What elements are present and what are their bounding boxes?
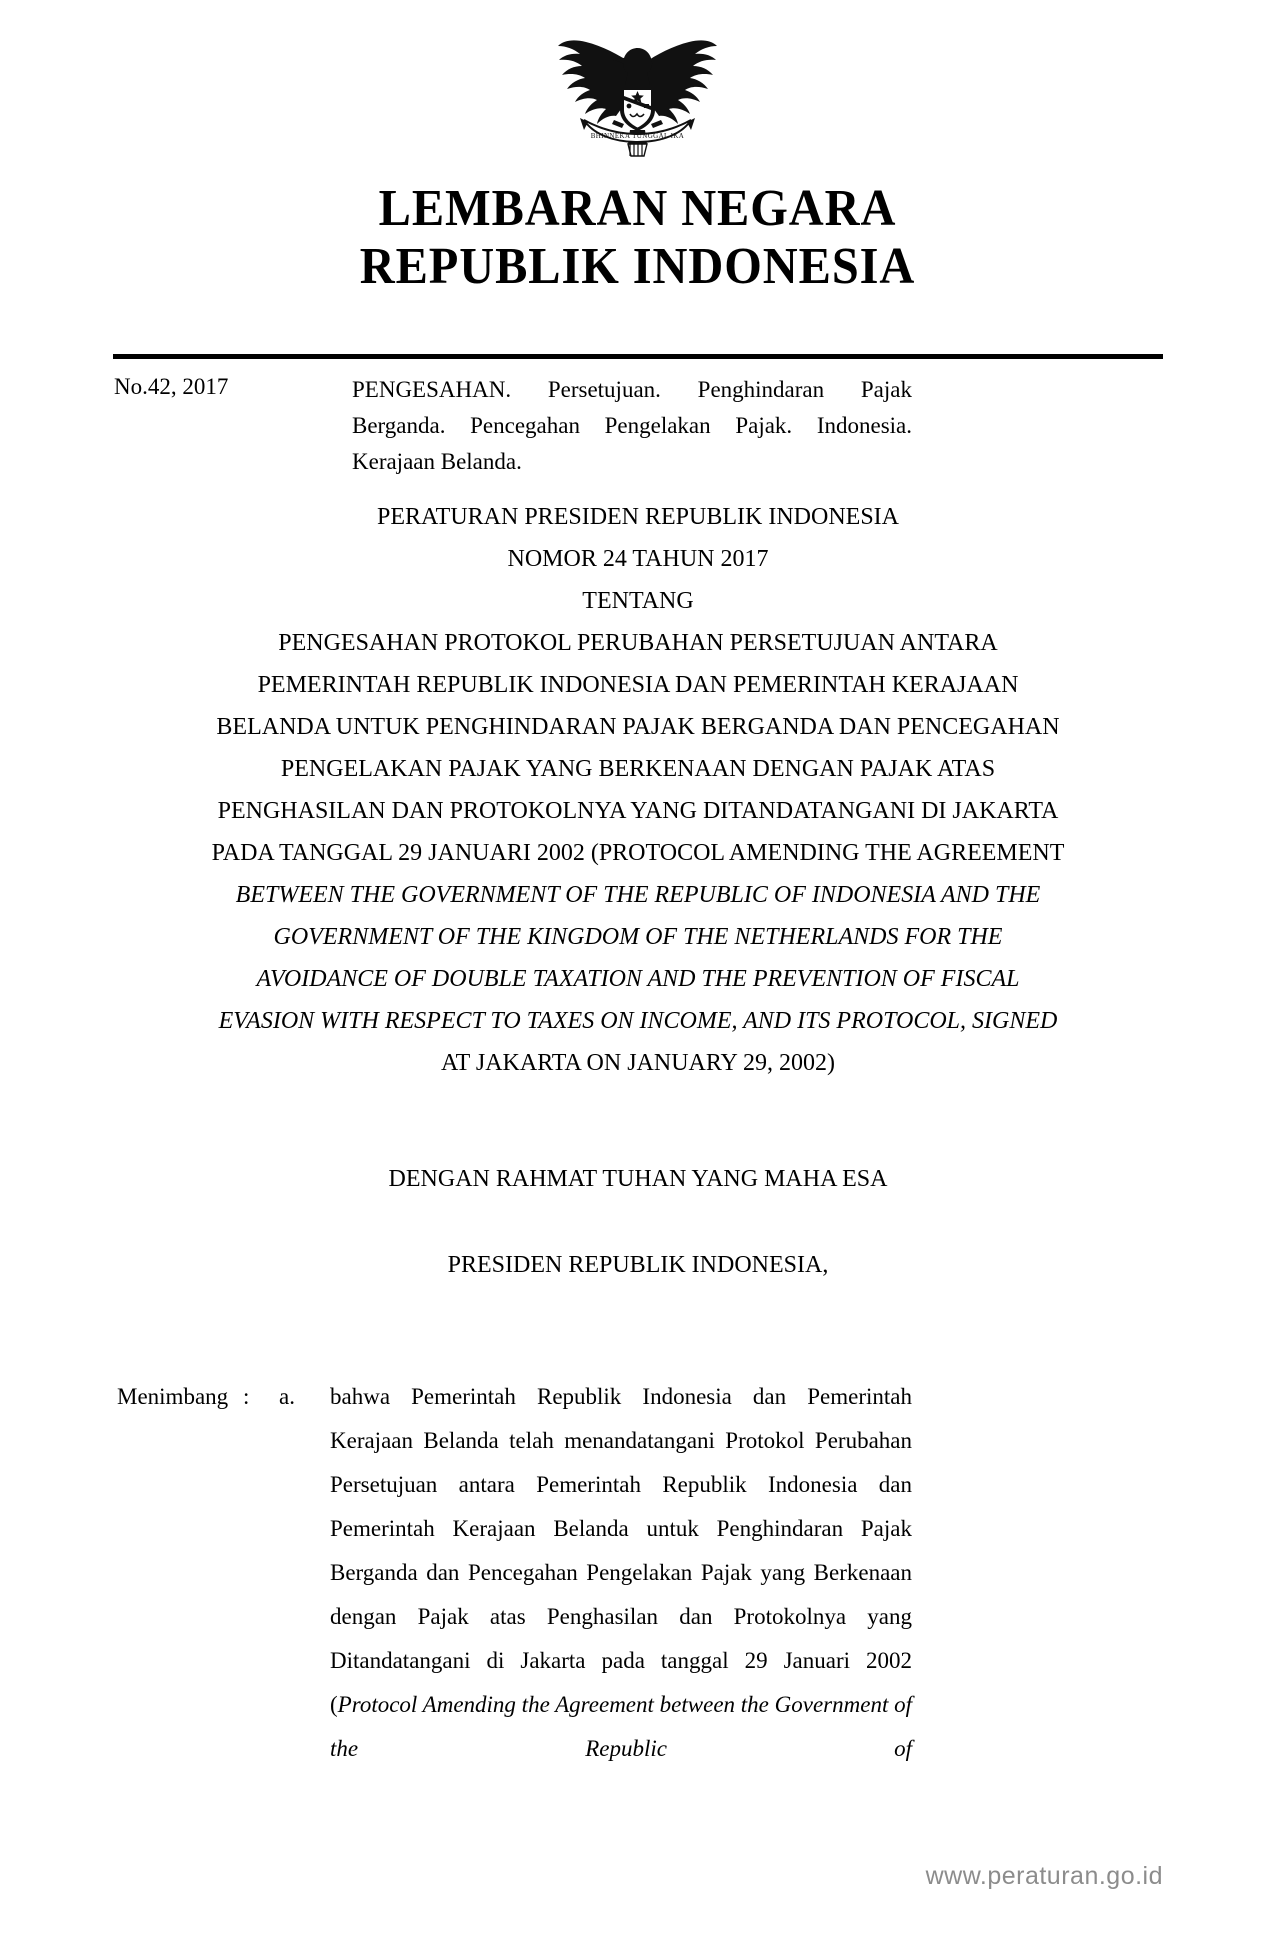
- masthead-divider: [113, 354, 1163, 359]
- title-mixed-plain: PADA TANGGAL 29 JANUARI 2002 (: [211, 840, 599, 866]
- title-closing-italic: AT JAKARTA ON JANUARY 29, 2002: [440, 1050, 827, 1076]
- masthead-line-1: LEMBARAN NEGARA: [378, 180, 897, 237]
- invocation-block: [113, 1158, 1163, 1286]
- considerans-label: Menimbang: [117, 1384, 229, 1409]
- gazette-number: No.42, 2017: [114, 374, 229, 399]
- regulation-title-block: [113, 496, 1163, 1084]
- footer-watermark: www.peraturan.go.id: [925, 1862, 1163, 1890]
- title-mixed-italic: PROTOCOL AMENDING THE AGREEMENT: [598, 840, 1065, 866]
- office-line: PRESIDEN REPUBLIK INDONESIA,: [447, 1252, 829, 1278]
- title-closing-line: [113, 1042, 1163, 1084]
- title-subject-line: PEMERINTAH REPUBLIK INDONESIA DAN PEMERINTAH KERAJAAN: [257, 672, 1019, 698]
- title-italic-line: BETWEEN THE GOVERNMENT OF THE REPUBLIC OF INDONESIA AND THE: [235, 882, 1041, 908]
- title-subject-line: BELANDA UNTUK PENGHINDARAN PAJAK BERGANDA DAN PENCEGAHAN: [216, 714, 1060, 740]
- title-subject-line: PENGHASILAN DAN PROTOKOLNYA YANG DITANDATANGANI DI JAKARTA: [217, 798, 1059, 824]
- svg-text:BHINNEKA TUNGGAL IKA: BHINNEKA TUNGGAL IKA: [590, 132, 685, 140]
- title-subject-line: PENGESAHAN PROTOKOL PERUBAHAN PERSETUJUAN ANTARA: [278, 630, 998, 656]
- considerans-text-plain: bahwa Pemerintah Republik Indonesia dan Pemerintah Kerajaan Belanda telah menandatangani Protokol Perubahan Persetujuan antara Pemerintah Republik Indonesia dan Pemerintah Kerajaan Belanda untuk Penghindaran Pajak Berganda dan Pencegahan Pengelakan Pajak yang Berkenaan dengan Pajak atas Penghasilan dan Protokolnya yang Ditandatangani di Jakarta pada tanggal 29 Januari 2002 (: [330, 1384, 912, 1717]
- masthead: [0, 180, 1275, 296]
- garuda-pancasila-emblem: [0, 34, 1275, 171]
- considerans-item-marker: a.: [279, 1384, 295, 1409]
- title-mixed-line: [113, 832, 1163, 874]
- considerans-item-text: [330, 1375, 912, 1771]
- title-subject-line: PENGELAKAN PAJAK YANG BERKENAAN DENGAN PAJAK ATAS: [280, 756, 996, 782]
- title-italic-line: GOVERNMENT OF THE KINGDOM OF THE NETHERLANDS FOR THE: [273, 924, 1003, 950]
- issuing-institution: PERATURAN PRESIDEN REPUBLIK INDONESIA: [376, 504, 900, 530]
- blessing-line: DENGAN RAHMAT TUHAN YANG MAHA ESA: [388, 1166, 888, 1192]
- considerans-text-italic: Protocol Amending the Agreement between the Government of the Republic of: [330, 1692, 912, 1761]
- subject-keywords: PENGESAHAN. Persetujuan. Penghindaran Pajak Berganda. Pencegahan Pengelakan Pajak. Indonesia. Kerajaan Belanda.: [352, 377, 912, 474]
- title-closing-paren: ): [827, 1050, 835, 1076]
- title-italic-line: EVASION WITH RESPECT TO TAXES ON INCOME, AND ITS PROTOCOL, SIGNED: [218, 1008, 1058, 1034]
- considerans-colon: :: [243, 1384, 250, 1409]
- about-keyword: TENTANG: [582, 588, 694, 614]
- masthead-line-2: REPUBLIK INDONESIA: [359, 238, 916, 295]
- title-italic-line: AVOIDANCE OF DOUBLE TAXATION AND THE PREVENTION OF FISCAL: [256, 966, 1020, 992]
- regulation-number: NOMOR 24 TAHUN 2017: [507, 546, 769, 572]
